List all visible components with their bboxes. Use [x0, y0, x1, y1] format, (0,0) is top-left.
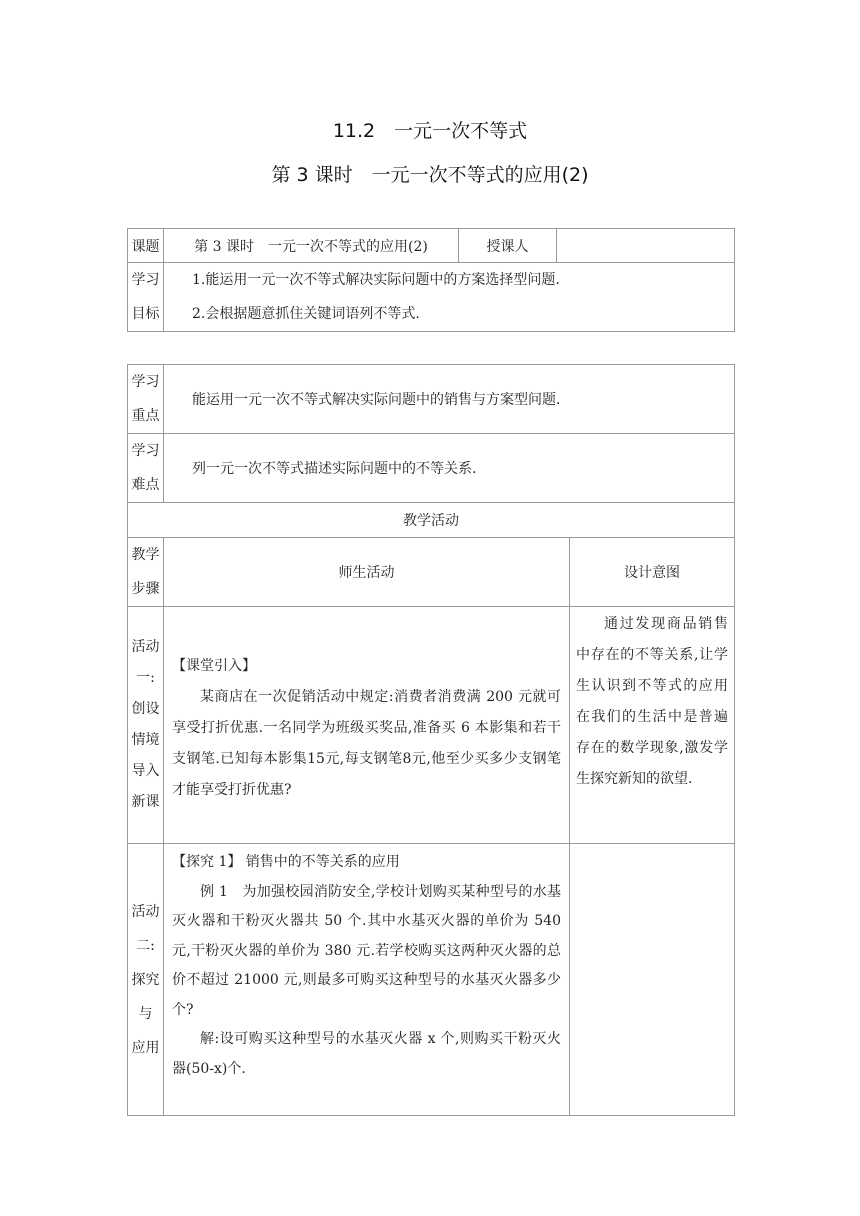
goal-item: 1.能运用一元一次不等式解决实际问题中的方案选择型问题. — [192, 272, 560, 288]
activity-1-design: 通过发现商品销售中存在的不等关系,让学生认识到不等式的应用在我们的生活中是普遍存在的数学现象,激发学生探究新知的欲望. — [570, 607, 735, 844]
teaching-plan-table — [127, 364, 735, 1116]
activity-1-text: 某商店在一次促销活动中规定:消费者消费满 200 元就可享受打折优惠.一名同学为班级买奖品,准备买 6 本影集和若干支钢笔.已知每本影集15元,每支钢笔8元,他至少买多少支钢笔才能享受打折优惠? — [172, 688, 561, 798]
activities-header: 教学活动 — [128, 503, 735, 538]
goal-label: 学习 目标 — [128, 263, 164, 332]
activity-2-heading: 【探究 1】 销售中的不等关系的应用 — [172, 854, 400, 870]
teacher-activity-header: 师生活动 — [164, 538, 570, 607]
learning-goals — [164, 263, 735, 332]
teacher-label: 授课人 — [459, 229, 557, 263]
step-column-header: 教学 步骤 — [128, 538, 164, 607]
activity-1-content — [164, 607, 570, 844]
key-text: 能运用一元一次不等式解决实际问题中的销售与方案型问题. — [164, 365, 735, 434]
page-title: 11.2 一元一次不等式 — [332, 120, 528, 142]
topic-label: 课题 — [128, 229, 164, 263]
key-label: 学习 重点 — [128, 365, 164, 434]
page-subtitle: 第 3 课时 一元一次不等式的应用(2) — [271, 164, 589, 186]
lesson-info-table — [127, 228, 735, 332]
activity-1-heading: 【课堂引入】 — [172, 657, 256, 674]
activity-2-design — [570, 844, 735, 1116]
difficulty-label: 学习 难点 — [128, 434, 164, 503]
activity-2-example: 例 1 为加强校园消防安全,学校计划购买某种型号的水基灭火器和干粉灭火器共 50 个.其中水基灭火器的单价为 540 元,干粉灭火器的单价为 380 元.若学校购买这两种灭火器的总价不超过 21000 元,则最多可购买这种型号的水基灭火器多少个? — [172, 883, 561, 1018]
activity-2-label: 活动 二: 探究 与 应用 — [128, 844, 164, 1116]
difficulty-text: 列一元一次不等式描述实际问题中的不等关系. — [164, 434, 735, 503]
goal-item: 2.会根据题意抓住关键词语列不等式. — [192, 306, 420, 322]
design-intent-header: 设计意图 — [570, 538, 735, 607]
topic-value: 第 3 课时 一元一次不等式的应用(2) — [164, 229, 459, 263]
activity-1-label: 活动 一: 创设 情境 导入 新课 — [128, 607, 164, 844]
activity-2-content — [164, 844, 570, 1116]
activity-2-solution: 解:设可购买这种型号的水基灭火器 x 个,则购买干粉灭火器(50-x)个. — [172, 1031, 561, 1077]
teacher-value — [557, 229, 735, 263]
